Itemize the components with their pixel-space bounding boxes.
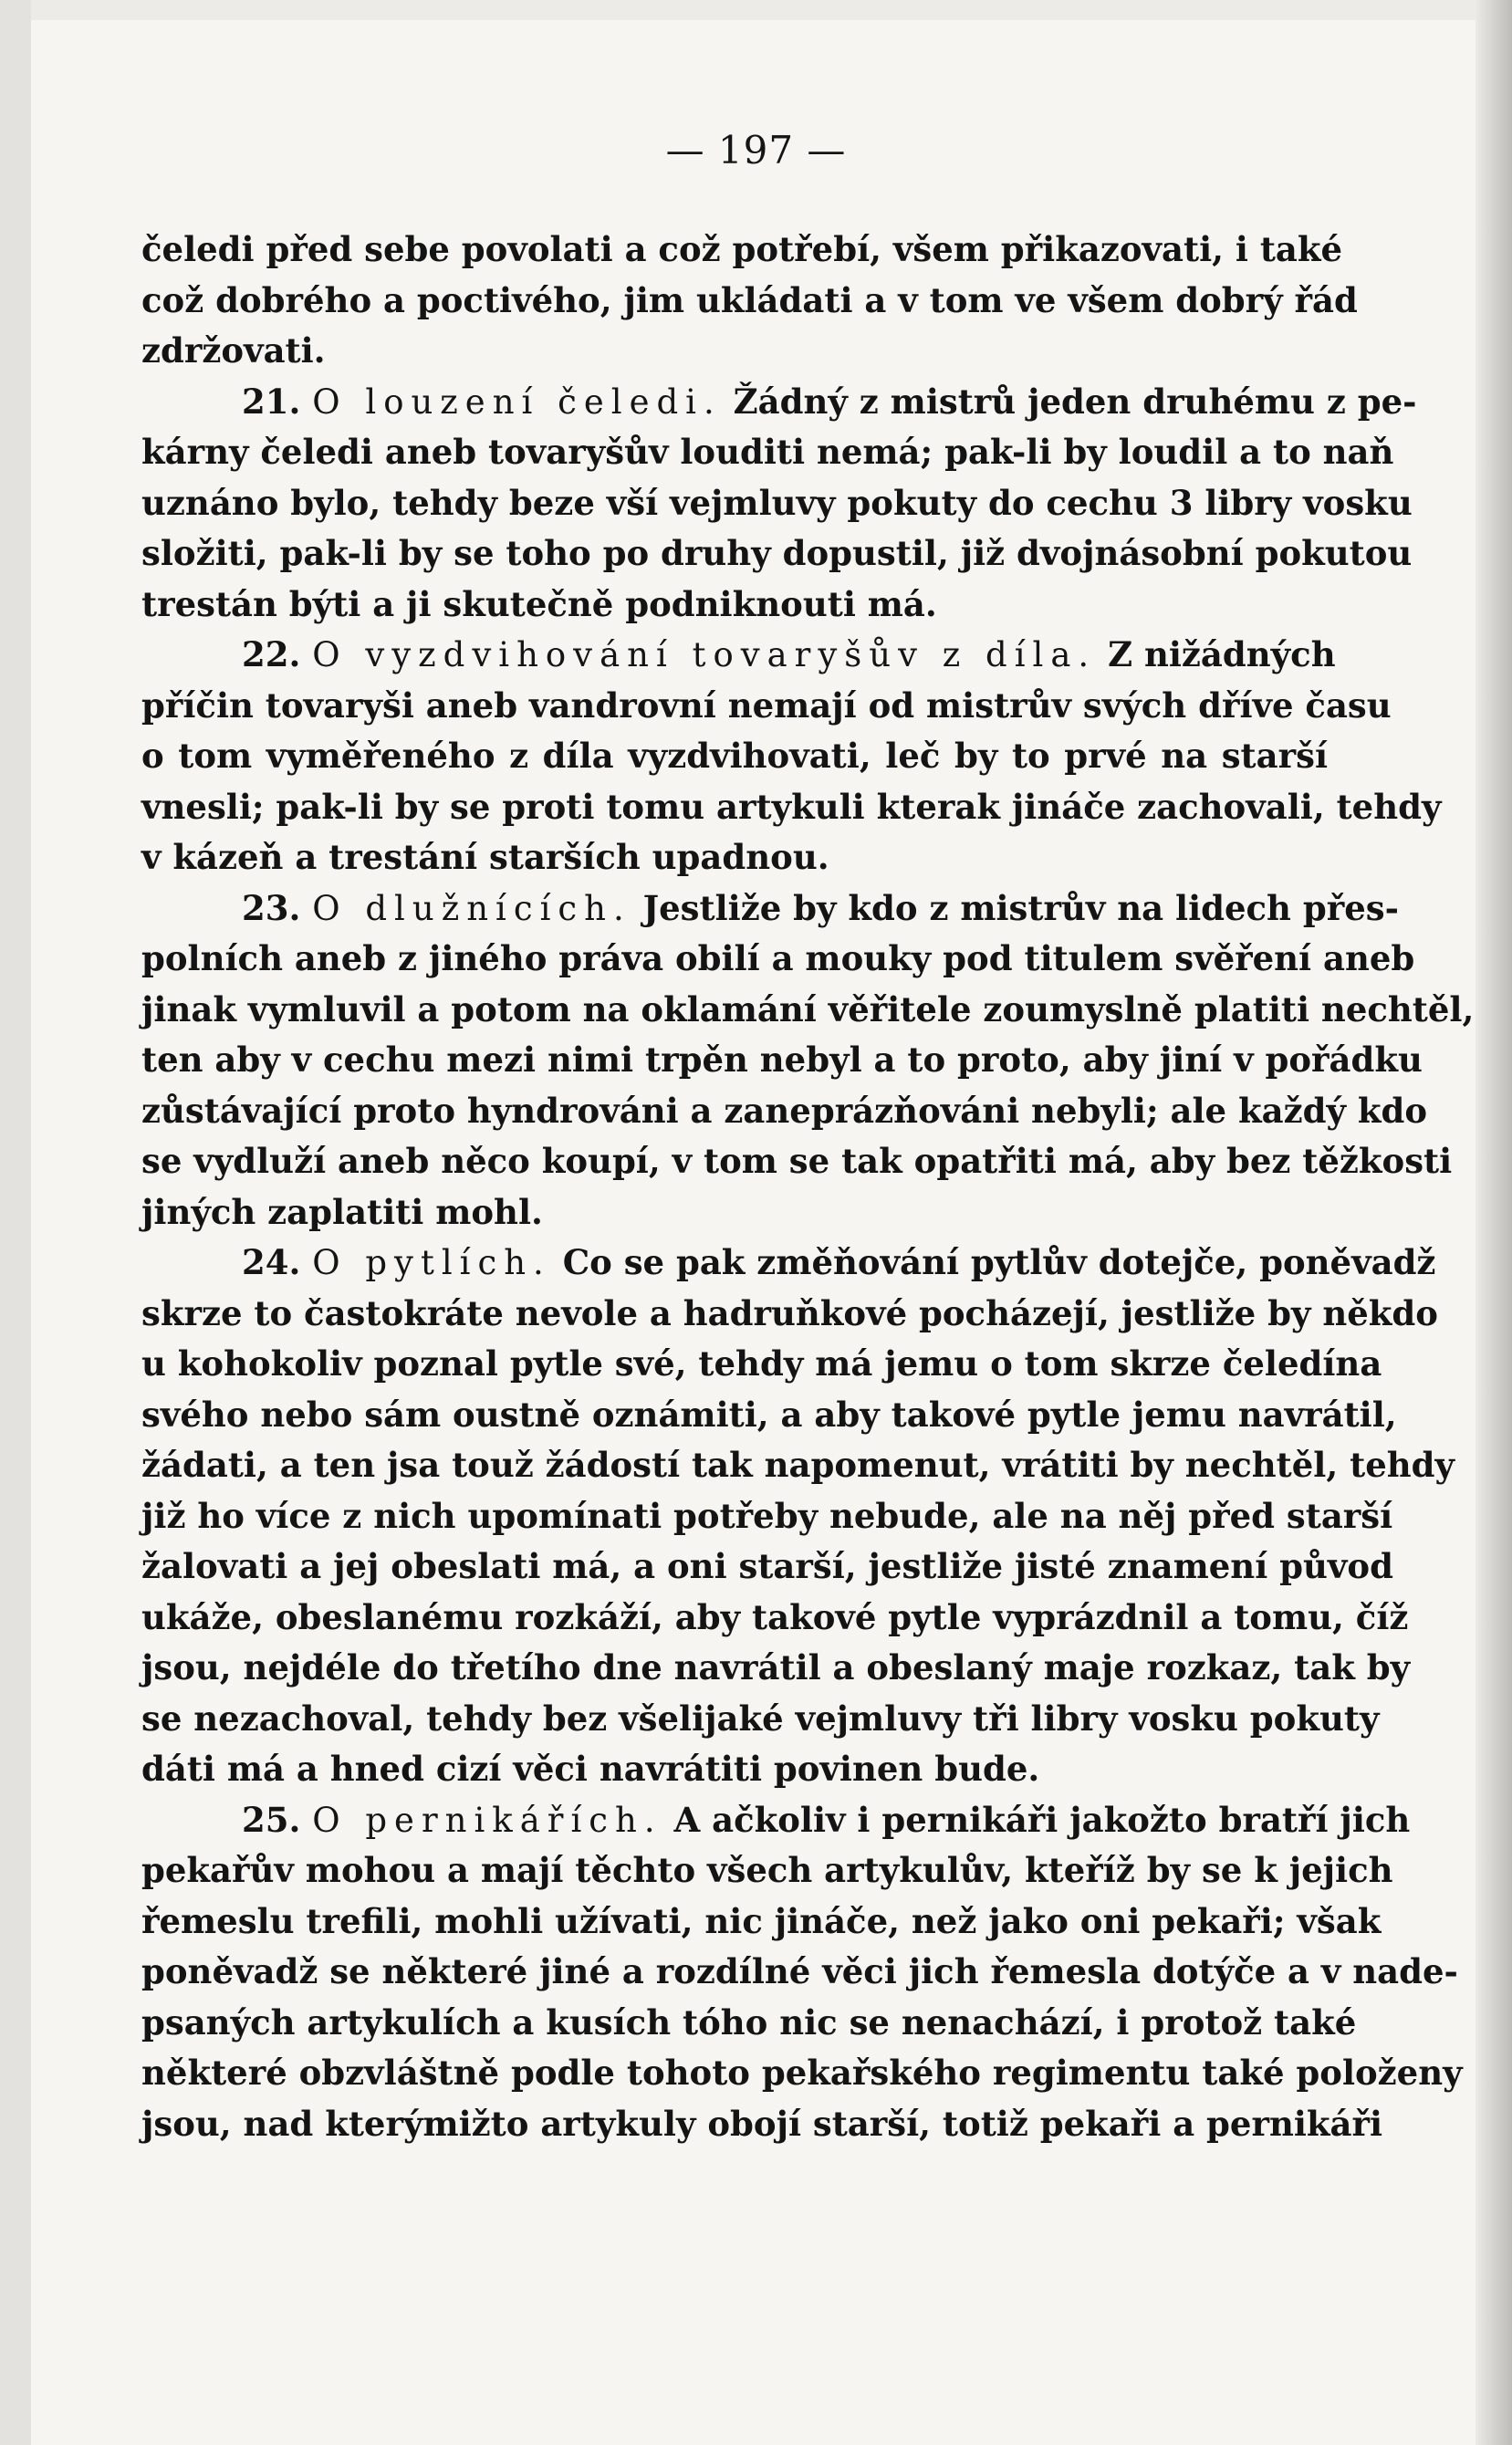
paragraph-21 [141, 377, 1417, 631]
text-line: poněvadž se některé jiné a rozdílné věci jich řemesla dotýče a v nade- [141, 1951, 1458, 1991]
section-number: 22. [242, 634, 301, 674]
text-line: 24. O pytlích. Co se pak změňování pytlův dotejče, poněvadž [242, 1242, 1436, 1282]
section-number: 24. [242, 1242, 301, 1282]
text-line: jiných zaplatiti mohl. [141, 1191, 543, 1232]
page-top-edge [0, 0, 1512, 20]
text-line: složiti, pak-li by se toho po druhy dopustil, již dvojnásobní pokutou [141, 533, 1413, 573]
text-line: u kohokoliv poznal pytle své, tehdy má jemu o tom skrze čeledína [141, 1343, 1382, 1384]
text-line: což dobrého a poctivého, jim ukládati a v tom ve všem dobrý řád [141, 279, 1358, 320]
text-line: polních aneb z jiného práva obilí a mouky pod titulem svěření aneb [141, 938, 1415, 978]
text-line: již ho více z nich upomínati potřeby nebude, ale na něj před starší [141, 1495, 1393, 1536]
text-line: zůstávající proto hyndrováni a zaneprázňováni nebyli; ale každý kdo [141, 1090, 1428, 1131]
text-line: se vydluží aneb něco koupí, v tom se tak opatřiti má, aby bez těžkosti [141, 1141, 1453, 1181]
text-line: příčin tovaryši aneb vandrovní nemají od mistrův svých dříve času [141, 684, 1392, 726]
text-line: v kázeň a trestání starších upadnou. [141, 837, 829, 877]
text-line: čeledi před sebe povolati a což potřebí, všem přikazovati, i také [141, 229, 1343, 269]
text-line: žádati, a ten jsa touž žádostí tak napomenut, vrátiti by nechtěl, tehdy [141, 1445, 1455, 1485]
section-heading: O pytlích. [312, 1243, 551, 1282]
paragraph-intro [141, 225, 1358, 377]
text-line: se nezachoval, tehdy bez všelijaké vejmluvy tři libry vosku pokuty [141, 1698, 1380, 1739]
body-text [141, 225, 1475, 2149]
page-right-edge [1476, 0, 1512, 2445]
section-heading: O pernikářích. [312, 1800, 662, 1840]
text-line: dáti má a hned cizí věci navrátiti povinen bude. [141, 1749, 1040, 1789]
text-line: řemeslu trefili, mohli užívati, nic jináče, než jako oni pekaři; však [141, 1900, 1382, 1941]
text-line: svého nebo sám oustně oznámiti, a aby takové pytle jemu navrátil, [141, 1394, 1397, 1435]
paragraph-24 [141, 1238, 1455, 1795]
text-line: ukáže, obeslanému rozkáží, aby takové pytle vyprázdnil a tomu, číž [141, 1596, 1409, 1637]
text-line: zdržovati. [141, 330, 326, 371]
text-line: trestán býti a ji skutečně podniknouti má. [141, 583, 937, 624]
text-line: vnesli; pak-li by se proti tomu artykuli kterak jináče zachovali, tehdy [141, 786, 1442, 827]
section-heading: O louzení čeledi. [312, 381, 722, 422]
text-line: jsou, nad kterýmižto artykuly obojí starší, totiž pekaři a pernikáři [141, 2103, 1383, 2144]
text-line: 23. O dlužnících. Jestliže by kdo z mistrův na lidech přes- [242, 887, 1399, 928]
paragraph-25 [141, 1795, 1463, 2150]
text-line: kárny čeledi aneb tovaryšův louditi nemá; pak-li by loudil a to naň [141, 432, 1394, 472]
text-line: 25. O pernikářích. A ačkoliv i pernikáři jakožto bratří jich [242, 1799, 1411, 1840]
text-line: ten aby v cechu mezi nimi trpěn nebyl a to proto, aby jiní v pořádku [141, 1040, 1423, 1080]
section-number: 23. [242, 887, 301, 928]
text-line: 22. O vyzdvihování tovaryšův z díla. Z nižádných [242, 634, 1336, 674]
text-line: o tom vyměřeného z díla vyzdvihovati, leč by to prvé na starší [141, 736, 1328, 776]
section-number: 25. [242, 1799, 301, 1840]
text-line: uznáno bylo, tehdy beze vší vejmluvy pokuty do cechu 3 libry vosku [141, 482, 1413, 523]
text-line: psaných artykulích a kusích tóho nic se nenachází, i protož také [141, 2001, 1357, 2043]
paragraph-22 [141, 630, 1442, 883]
text-line: jsou, nejdéle do třetího dne navrátil a obeslaný maje rozkaz, tak by [141, 1647, 1411, 1687]
page-left-edge [0, 0, 31, 2445]
page-number: — 197 — [665, 128, 847, 172]
text-line: některé obzvláštně podle tohoto pekařského regimentu také položeny [141, 2053, 1463, 2093]
section-heading: O dlužnících. [312, 888, 631, 928]
text-line: jinak vymluvil a potom na oklamání věřitele zoumyslně platiti nechtěl, [141, 988, 1475, 1029]
text-line: skrze to častokráte nevole a hadruňkové pocházejí, jestliže by někdo [141, 1292, 1438, 1333]
text-line: 21. O louzení čeledi. Žádný z mistrů jeden druhému z pe- [242, 381, 1417, 422]
section-number: 21. [242, 381, 301, 422]
section-heading: O vyzdvihování tovaryšův z díla. [312, 635, 1097, 674]
paragraph-23 [141, 883, 1475, 1238]
text-line: pekařův mohou a mají těchto všech artykulův, kteříž by se k jejich [141, 1850, 1393, 1890]
text-line: žalovati a jej obeslati má, a oni starší, jestliže jisté znamení původ [141, 1546, 1393, 1586]
